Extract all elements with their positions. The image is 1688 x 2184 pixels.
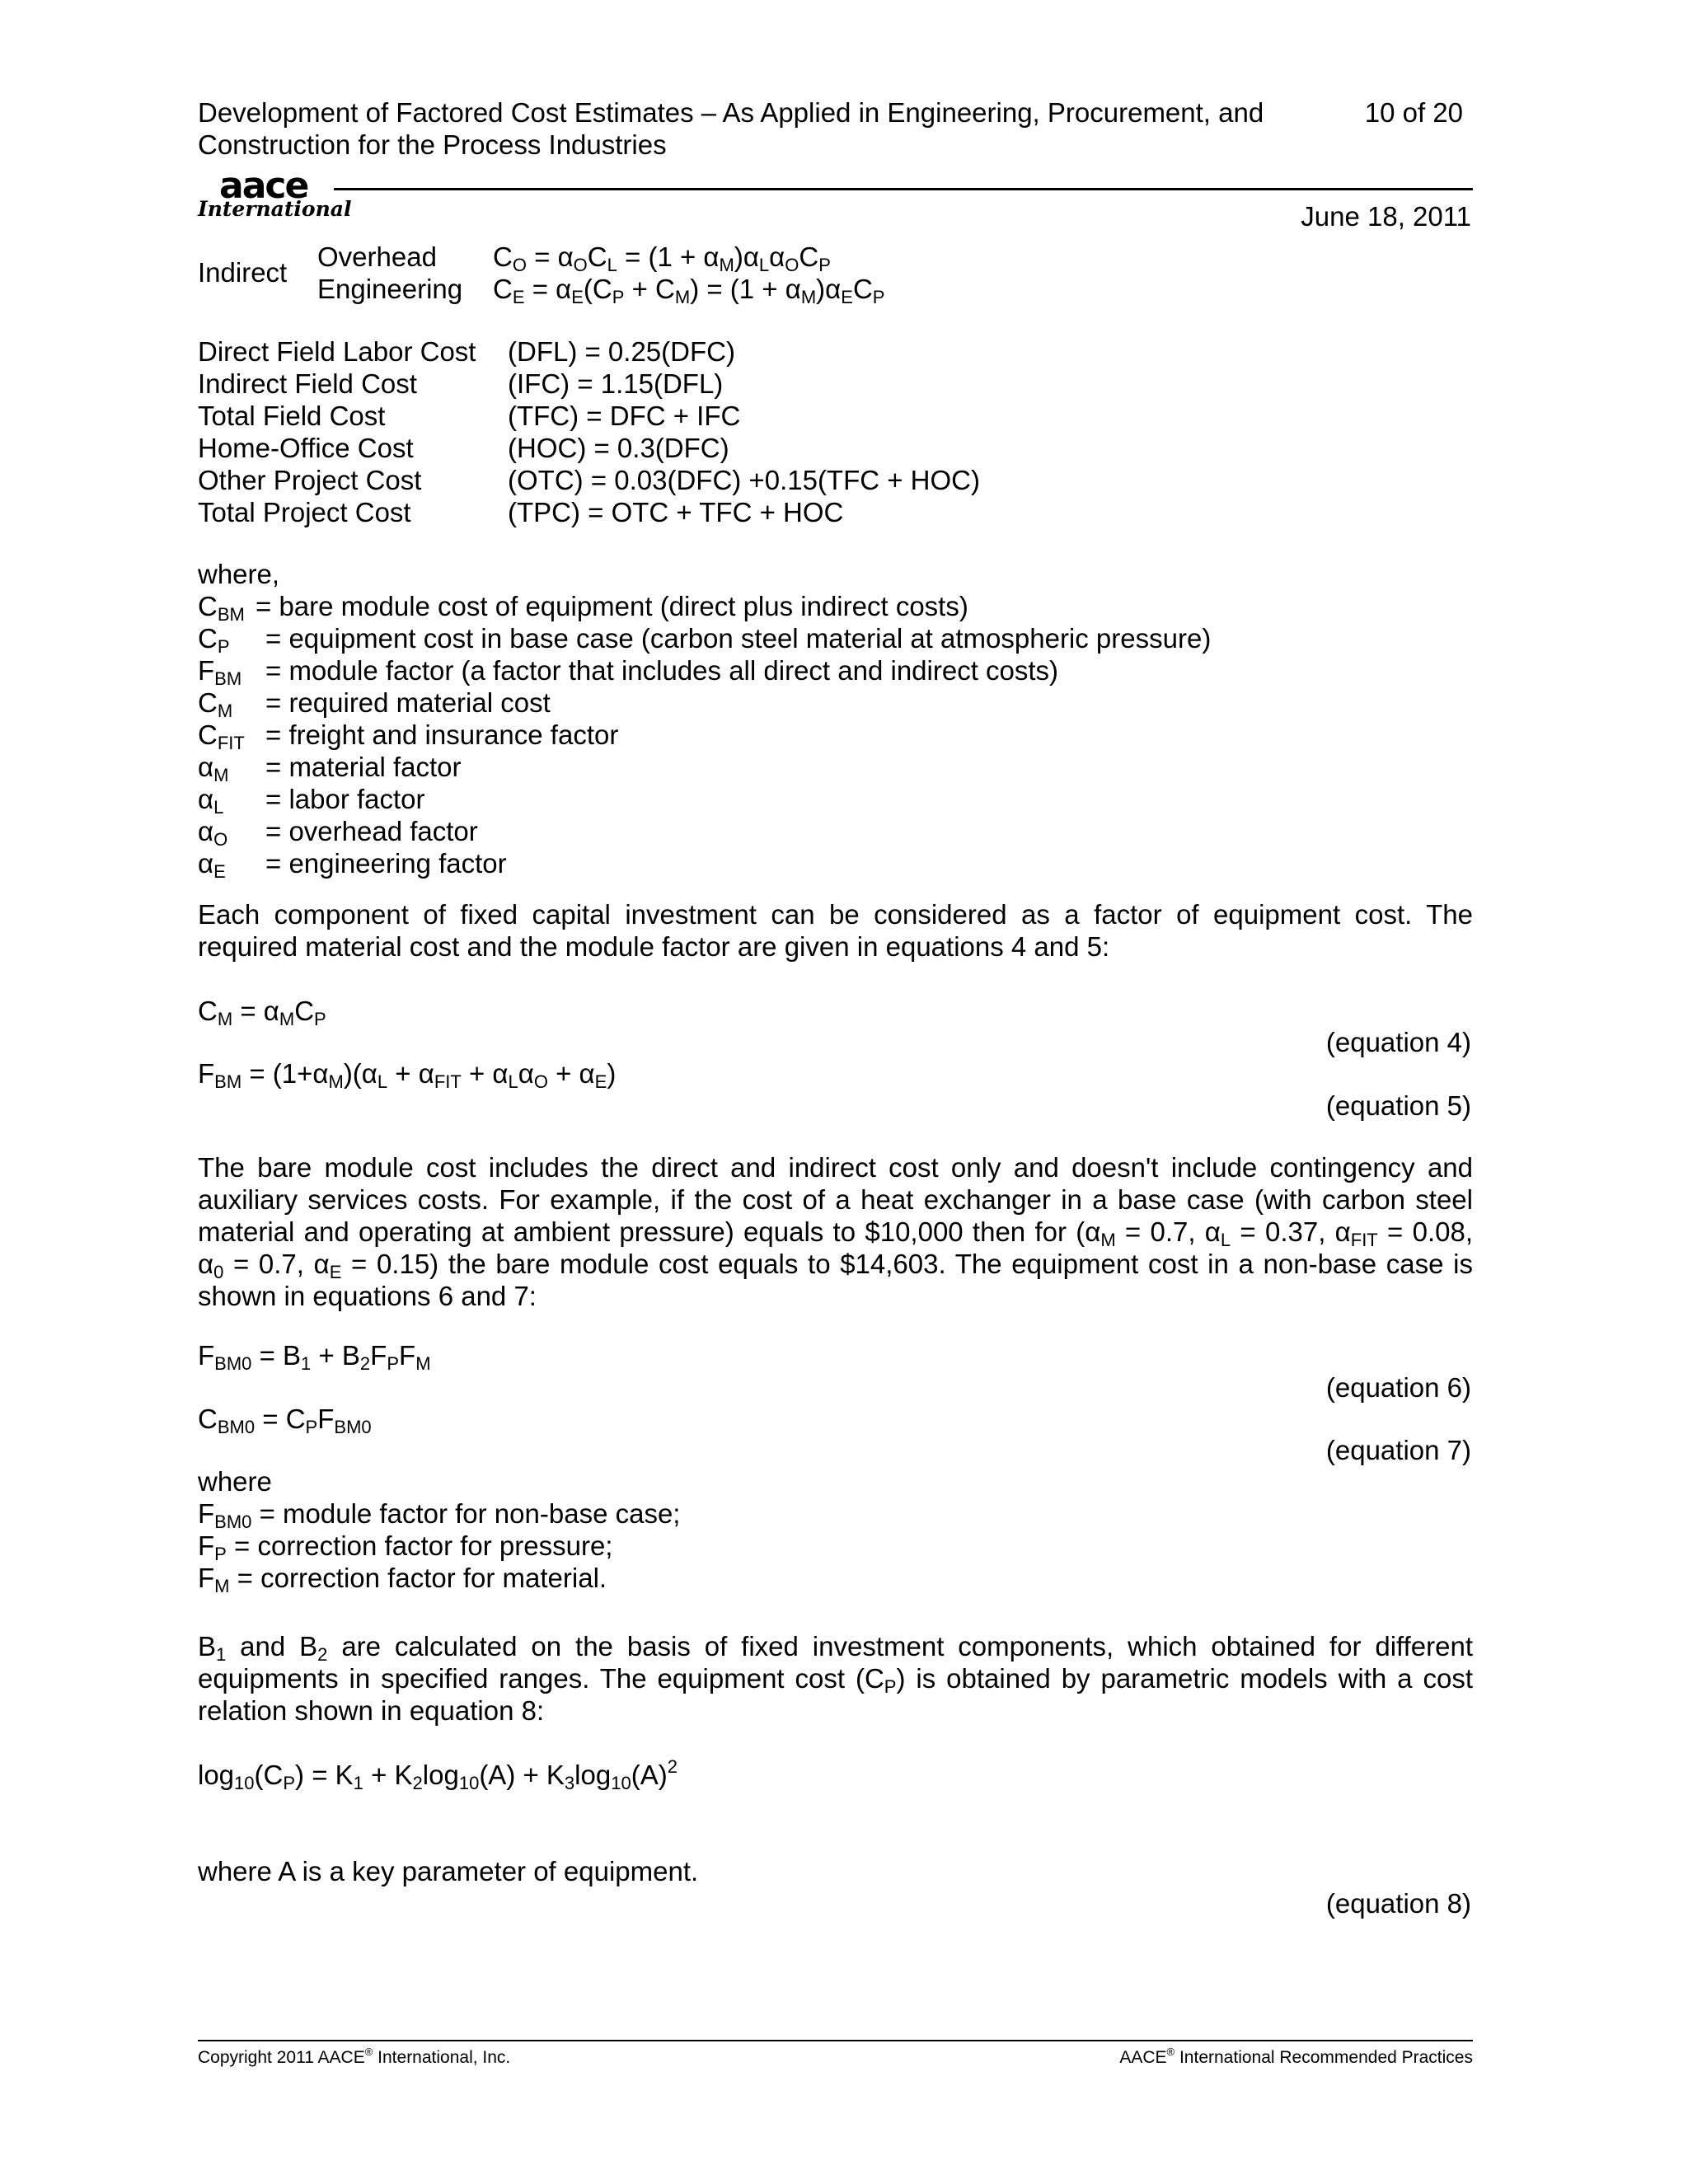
equation-8-label: (equation 8) — [1325, 1888, 1471, 1919]
cost-name: Other Project Cost — [198, 465, 422, 495]
cost-formula: (TPC) = OTC + TFC + HOC — [508, 497, 844, 527]
where-2-def-fbm0: $F_{BM0}$ = module factor for non-base case; — [198, 1498, 681, 1532]
cost-name: Indirect Field Cost — [198, 368, 417, 399]
equation-7-label: (equation 7) — [1325, 1435, 1471, 1465]
indirect-formulas — [493, 241, 884, 305]
logo-main-text: aace — [219, 165, 308, 207]
where-2-label: where — [198, 1466, 272, 1497]
cost-formula: (DFL) = 0.25(DFC) — [508, 336, 735, 367]
indirect-names — [317, 241, 462, 305]
doc-date: June 18, 2011 — [1301, 201, 1471, 232]
engineering-formula: $C_E = \alpha_E(C_P + C_M) = (1 + \alpha_M)\alpha_EC_P$ — [493, 274, 885, 307]
equation-6-label: (equation 6) — [1325, 1372, 1471, 1403]
paragraph-2: The bare module cost includes the direct and indirect cost only and doesn't include contingency and auxiliary services costs. For example, if the cost of a heat exchanger in a base case (with carbon steel material and operating at ambient pressure) equals to $10,000 then for ($\alpha_M = 0.7$, $\alpha_L = 0.37$, $\alpha_{FIT} = 0.08$, $\alpha_0 = 0.7$, $\alpha_E = 0.15$) the bare module cost equals to $14,603. The equipment cost in a non-base case is shown in equations 6 and 7: — [198, 1152, 1473, 1311]
cost-name: Home-Office Cost — [198, 433, 414, 463]
definition-symbols — [198, 590, 245, 882]
equation-5: $F_{BM} = (1+\alpha_M)(\alpha_L + \alpha_{FIT} + \alpha_L\alpha_O + \alpha_E)$ — [198, 1058, 617, 1092]
definition-text: = equipment cost in base case (carbon steel material at atmospheric pressure) — [265, 623, 1212, 654]
logo-sub-text: International — [198, 197, 352, 221]
where-2-def-text: = correction factor for pressure; — [226, 1530, 613, 1561]
indirect-engineering: Engineering — [317, 274, 463, 304]
definition-text: = overhead factor — [265, 816, 478, 846]
doc-title — [198, 96, 1352, 161]
symbol-fbm: $F_{BM}$ — [198, 655, 242, 689]
aace-logo — [198, 165, 352, 221]
definition-texts — [256, 590, 1212, 879]
equation-8: $\log_{10}(C_P) = K_1 + K_2\log_{10}(A) + K_3\log_{10}(A)^2$ — [198, 1756, 678, 1793]
page-number: 10 of 20 — [1364, 97, 1463, 128]
indirect-label: Indirect — [198, 257, 288, 288]
cost-formula: (OTC) = 0.03(DFC) +0.15(TFC + HOC) — [508, 465, 981, 495]
doc-title-line2: Construction for the Process Industries — [198, 129, 667, 160]
symbol-alpha-o: $\alpha_O$ — [198, 816, 228, 850]
where-label: where, — [198, 559, 280, 589]
definition-text: = engineering factor — [265, 848, 507, 879]
symbol-cm: $C_M$ — [198, 687, 233, 721]
cost-formula: (IFC) = 1.15(DFL) — [508, 368, 724, 399]
header-rule — [334, 188, 1473, 190]
definition-text: = labor factor — [265, 784, 425, 814]
definition-text: = freight and insurance factor — [265, 719, 619, 750]
where-2-block — [198, 1465, 680, 1594]
where-2-def-text: = correction factor for material. — [229, 1563, 607, 1593]
cost-formulas — [508, 335, 980, 528]
footer-right: AACE® International Recommended Practices — [1119, 2046, 1473, 2067]
cost-names — [198, 335, 476, 528]
footer-rule — [198, 2040, 1473, 2041]
paragraph-3: $B_1$ and $B_2$ are calculated on the basis of fixed investment components, which obtained for different equipments in specified ranges. The equipment cost $(C_P)$ is obtained by parametric models with a cost relation shown in equation 8: — [198, 1631, 1473, 1726]
where-3-text: where A is a key parameter of equipment. — [198, 1856, 699, 1886]
where-2-def-text: = module factor for non-base case; — [251, 1498, 681, 1529]
symbol-alpha-e: $\alpha_E$ — [198, 848, 226, 882]
cost-name: Total Project Cost — [198, 497, 411, 527]
cost-name: Direct Field Labor Cost — [198, 336, 476, 367]
indirect-overhead: Overhead — [317, 241, 437, 272]
equation-5-label: (equation 5) — [1325, 1090, 1471, 1121]
definition-text: = required material cost — [265, 687, 551, 718]
symbol-alpha-l: $\alpha_L$ — [198, 784, 224, 818]
cost-formula: (TFC) = DFC + IFC — [508, 401, 741, 431]
overhead-formula: $C_O = \alpha_OC_L = (1 + \alpha_M)\alpha_L\alpha_OC_P$ — [493, 241, 831, 275]
symbol-cbm: $C_{BM}$ — [198, 591, 245, 625]
doc-title-line1: Development of Factored Cost Estimates – As Applied in Engineering, Procurement, and — [198, 97, 1264, 128]
definition-text: = bare module cost of equipment (direct plus indirect costs) — [256, 591, 968, 621]
footer-left: Copyright 2011 AACE® International, Inc. — [198, 2046, 511, 2067]
paragraph-1: Each component of fixed capital investment can be considered as a factor of equipment cost. The required material cost and the module factor are given in equations 4 and 5: — [198, 899, 1473, 962]
symbol-cp: $C_P$ — [198, 623, 230, 657]
equation-7: $C_{BM0} = C_PF_{BM0}$ — [198, 1404, 372, 1437]
definition-text: = material factor — [265, 752, 462, 782]
equation-4: $C_M = \alpha_MC_P$ — [198, 996, 326, 1029]
symbol-alpha-m: $\alpha_M$ — [198, 752, 229, 785]
equation-4-label: (equation 4) — [1325, 1027, 1471, 1057]
definition-text: = module factor (a factor that includes all direct and indirect costs) — [265, 655, 1059, 686]
cost-name: Total Field Cost — [198, 401, 386, 431]
cost-formula: (HOC) = 0.3(DFC) — [508, 433, 729, 463]
symbol-cfit: $C_{FIT}$ — [198, 719, 245, 753]
where-2-def-fm: $F_M$ = correction factor for material. — [198, 1563, 607, 1596]
where-2-def-fp: $F_P$ = correction factor for pressure; — [198, 1530, 613, 1564]
equation-6: $F_{BM0} = B_1 + B_2F_PF_M$ — [198, 1340, 431, 1374]
